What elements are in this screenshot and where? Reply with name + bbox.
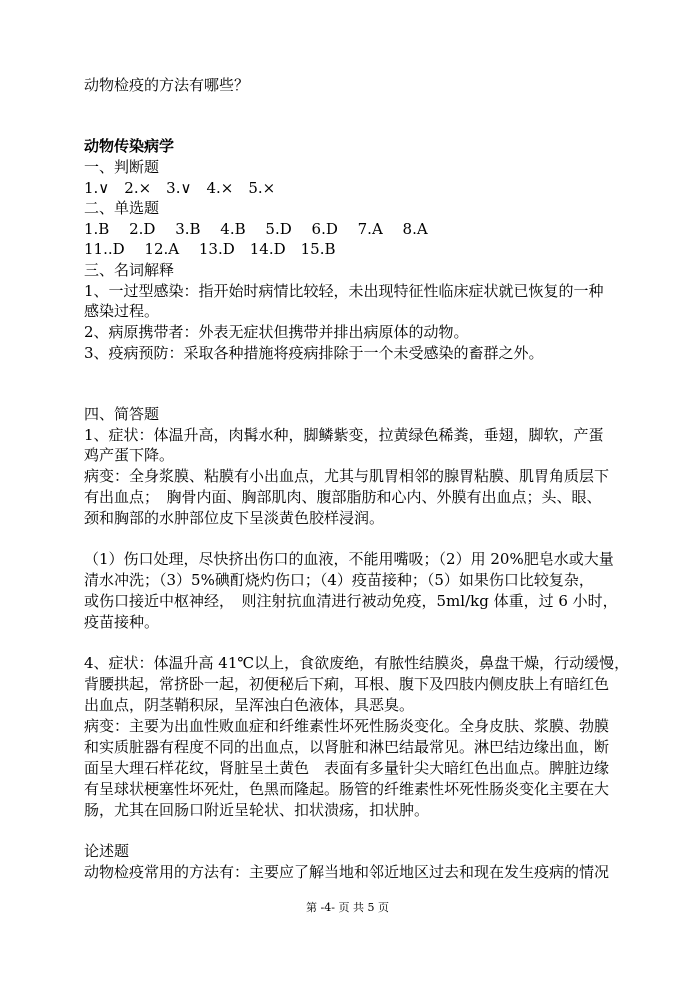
- short-q1-line: 鸡产蛋下降。: [84, 446, 175, 464]
- short-q4-line: 有呈球状梗塞性坏死灶，色黑而隆起。肠管的纤维素性坏死性肠炎变化主要在大: [84, 780, 610, 798]
- terms-line: 1、一过型感染：指开始时病情比较轻，未出现特征性临床症状就已恢复的一种: [84, 282, 604, 300]
- terms-line: 2、病原携带者：外表无症状但携带并排出病原体的动物。: [84, 323, 469, 341]
- short-q1-line: 有出血点； 胸骨内面、胸部肌肉、腹部脂肪和心内、外膜有出血点；头、眼、: [84, 488, 602, 506]
- terms-title: 三、名词解释: [84, 261, 175, 279]
- short-q4-line: 肠，尤其在回肠口附近呈轮状、扣状溃疡，扣状肿。: [84, 801, 430, 819]
- essay-line: 动物检疫常用的方法有：主要应了解当地和邻近地区过去和现在发生疫病的情况: [84, 863, 610, 881]
- terms-line: 感染过程。: [84, 302, 160, 320]
- short-q4-line: 和实质脏器有程度不同的出血点，以肾脏和淋巴结最常见。淋巴结边缘出血，断: [84, 738, 610, 756]
- choice-title: 二、单选题: [84, 199, 160, 217]
- short-q4-line: 病变：主要为出血性败血症和纤维素性坏死性肠炎变化。全身皮肤、浆膜、勃膜: [84, 717, 610, 735]
- question-title: 动物检疫的方法有哪些？: [84, 76, 250, 94]
- short-q1-line: 病变：全身浆膜、粘膜有小出血点，尤其与肌胃相邻的腺胃粘膜、肌胃角质层下: [84, 467, 610, 485]
- short-q4-line: 4、症状：体温升高 41℃以上，食欲废绝，有脓性结膜炎，鼻盘干燥，行动缓慢，: [84, 654, 630, 672]
- judge-title: 一、判断题: [84, 158, 160, 176]
- short-q4-line: 背腰拱起，常挤卧一起，初便秘后下痢，耳根、腹下及四肢内侧皮肤上有暗红色: [84, 675, 610, 693]
- short-q1-line: 1、症状：体温升高，肉髯水种，脚鳞紫变，拉黄绿色稀粪，垂翅，脚软，产蛋: [84, 426, 604, 444]
- short-title: 四、简答题: [84, 405, 160, 423]
- terms-line: 3、疫病预防：采取各种措施将疫病排除于一个未受感染的畜群之外。: [84, 344, 544, 362]
- judge-answers: 1.∨ 2.× 3.∨ 4.× 5.×: [84, 179, 276, 197]
- choice-answers-row2: 11..D 12.A 13.D 14.D 15.B: [84, 240, 336, 258]
- short-q4-line: 出血点，阴茎鞘积尿，呈浑浊白色液体，具恶臭。: [84, 696, 415, 714]
- short-q1-line: 颈和胸部的水肿部位皮下呈淡黄色胶样浸润。: [84, 509, 385, 527]
- short-q3-line: （1）伤口处理，尽快挤出伤口的血液，不能用嘴吸；（2）用 20%肥皂水或大量: [84, 550, 614, 568]
- page-number-footer: 第 -4- 页 共 5 页: [306, 901, 389, 914]
- short-q3-line: 疫苗接种。: [84, 613, 160, 631]
- essay-title: 论述题: [84, 842, 130, 860]
- section-heading: 动物传染病学: [84, 137, 175, 155]
- choice-answers-row1: 1.B 2.D 3.B 4.B 5.D 6.D 7.A 8.A: [84, 220, 428, 238]
- short-q3-line: 或伤口接近中枢神经， 则注射抗血清进行被动免疫，5ml/kg 体重，过 6 小时，: [84, 592, 618, 610]
- short-q4-line: 面呈大理石样花纹，肾脏呈土黄色 表面有多量针尖大暗红色出血点。脾脏边缘: [84, 759, 610, 777]
- short-q3-line: 清水冲洗；（3）5%碘酊烧灼伤口；（4）疫苗接种；（5）如果伤口比较复杂，: [84, 571, 594, 589]
